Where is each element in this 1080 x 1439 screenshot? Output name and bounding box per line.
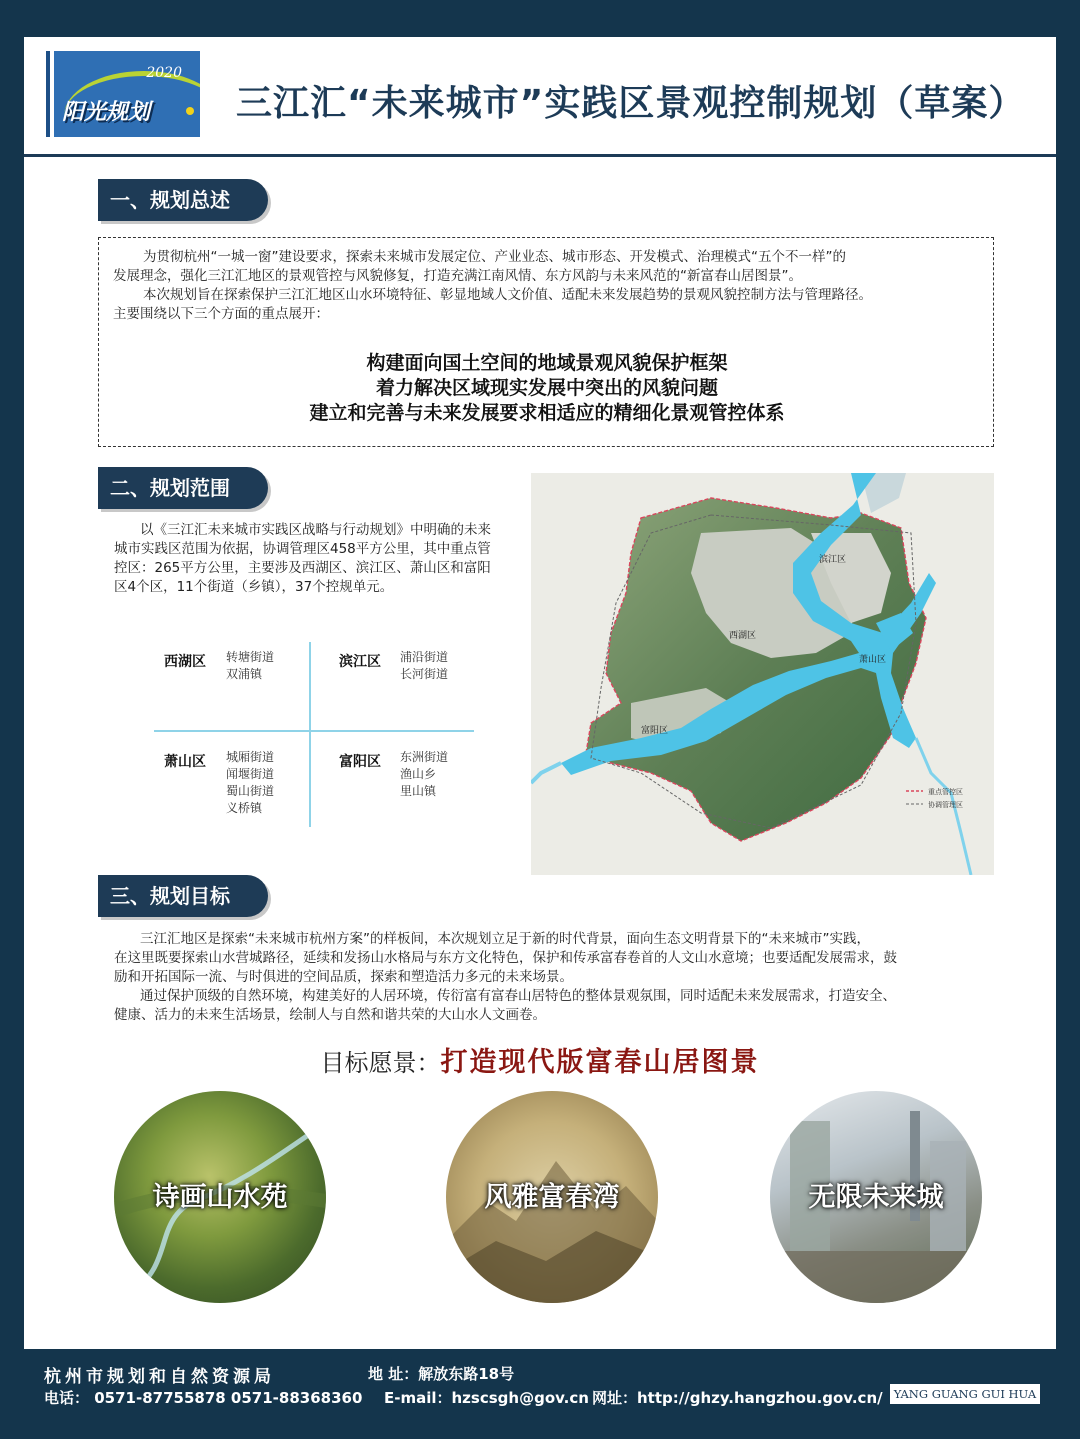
grid-divider-horizontal — [154, 730, 474, 732]
logo-name: 阳光规划 — [62, 100, 151, 125]
page-title: 三江汇“未来城市”实践区景观控制规划（草案） — [236, 83, 1026, 124]
header — [24, 37, 1056, 157]
district-name-xiaoshan: 萧山区 — [164, 754, 206, 770]
district-streets-fuyang — [400, 749, 448, 800]
scope-line-2: 城市实践区范围为依据，协调管理区458平方公里，其中重点管 — [114, 541, 491, 557]
street-item: 里山镇 — [400, 784, 437, 798]
grid-divider-vertical — [309, 642, 311, 827]
overview-para1-line2: 发展理念，强化三江汇地区的景观管控与风貌修复，打造充满江南风情、东方风韵与未来风范的“新富春山居图景”。 — [113, 268, 802, 284]
street-item: 双浦镇 — [226, 667, 263, 681]
footer-website[interactable]: 网址：http://ghzy.hangzhou.gov.cn/ — [592, 1389, 883, 1407]
district-name-xihu: 西湖区 — [164, 654, 206, 670]
logo-year: 2020 — [146, 65, 182, 81]
street-item: 义桥镇 — [226, 801, 263, 815]
map-label-fuyang: 富阳区 — [641, 726, 669, 736]
vision-caption-2: 风雅富春湾 — [484, 1182, 620, 1213]
vision-statement — [24, 1040, 1056, 1079]
overview-box — [98, 237, 994, 447]
district-streets-binjiang — [400, 649, 448, 683]
vision-image-landscape — [114, 1091, 326, 1303]
street-item: 渔山乡 — [400, 767, 437, 781]
map-label-binjiang: 滨江区 — [819, 555, 847, 565]
street-item: 闻堰街道 — [226, 767, 275, 781]
district-grid — [154, 637, 474, 827]
street-item: 浦沿街道 — [400, 650, 449, 664]
footer-phone: 电话： 0571-87755878 0571-88368360 — [44, 1389, 363, 1407]
vision-label: 目标愿景： — [320, 1049, 441, 1077]
goal-para2-line1: 通过保护顶级的自然环境，构建美好的人居环境，传衍富有富春山居特色的整体景观氛围，同时适配未来发展需求，打造安全、 — [140, 988, 896, 1004]
logo-dot — [186, 107, 194, 115]
poster — [24, 37, 1056, 1349]
focus-item-1: 构建面向国土空间的地域景观风貌保护框架 — [366, 352, 728, 374]
district-streets-xiaoshan — [226, 749, 274, 817]
legend-label-core: 重点管控区 — [928, 788, 963, 796]
goal-para1-line3: 励和开拓国际一流、与时俱进的空间品质，探索和塑造活力多元的未来场景。 — [114, 969, 573, 985]
vision-image-painting — [446, 1091, 658, 1303]
section2-heading: 二、规划范围 — [98, 467, 268, 509]
overview-para1-line1: 为贯彻杭州“一城一窗”建设要求，探索未来城市发展定位、产业业态、城市形态、开发模式、治理模式“五个不一样”的 — [143, 249, 846, 265]
footer-address: 地 址：解放东路18号 — [368, 1365, 515, 1383]
scope-line-3: 控区：265平方公里，主要涉及西湖区、滨江区、萧山区和富阳 — [114, 560, 491, 576]
district-name-fuyang: 富阳区 — [339, 754, 381, 770]
overview-para2-line2: 主要围绕以下三个方面的重点展开： — [113, 306, 329, 322]
planning-map — [531, 473, 994, 875]
map-label-xihu: 西湖区 — [729, 631, 757, 641]
map-label-xiaoshan: 萧山区 — [859, 655, 887, 665]
vision-image-city — [770, 1091, 982, 1303]
logo-bar — [46, 51, 50, 137]
scope-line-1: 以《三江汇未来城市实践区战略与行动规划》中明确的未来 — [140, 522, 491, 538]
district-name-binjiang: 滨江区 — [339, 654, 381, 670]
map-graphic — [531, 473, 994, 875]
logo — [46, 51, 200, 137]
vision-caption-1: 诗画山水苑 — [152, 1182, 288, 1213]
focus-item-2: 着力解决区域现实发展中突出的风貌问题 — [375, 377, 718, 399]
goal-para1-line1: 三江汇地区是探索“未来城市杭州方案”的样板间，本次规划立足于新的时代背景，面向生态文明背景下的“未来城市”实践， — [140, 931, 870, 947]
goal-para2-line2: 健康、活力的未来生活场景，绘制人与自然和谐共荣的大山水人文画卷。 — [114, 1007, 546, 1023]
overview-para2-line1: 本次规划旨在探索保护三江汇地区山水环境特征、彰显地域人文价值、适配未来发展趋势的景观风貌控制方法与管理路径。 — [143, 287, 872, 303]
legend-label-coordination: 协调管理区 — [928, 801, 963, 809]
footer-email: E-mail：hzscsgh@gov.cn — [384, 1389, 589, 1407]
vision-text: 打造现代版富春山居图景 — [440, 1047, 760, 1078]
street-item: 蜀山街道 — [226, 784, 275, 798]
street-item: 长河街道 — [400, 667, 449, 681]
footer-badge: YANG GUANG GUI HUA — [890, 1384, 1040, 1404]
street-item: 城厢街道 — [226, 750, 275, 764]
street-item: 东洲街道 — [400, 750, 449, 764]
section1-heading: 一、规划总述 — [98, 179, 268, 221]
footer — [0, 1356, 1080, 1439]
scope-line-4: 区4个区，11个街道（乡镇），37个控规单元。 — [114, 579, 394, 595]
goal-para1-line2: 在这里既要探索山水营城路径，延续和发扬山水格局与东方文化特色，保护和传承富春卷首的人文山水意境；也要适配发展需求，鼓 — [114, 950, 897, 966]
district-streets-xihu — [226, 649, 274, 683]
street-item: 转塘街道 — [226, 650, 275, 664]
focus-item-3: 建立和完善与未来发展要求相适应的精细化景观管控体系 — [309, 402, 785, 424]
footer-org: 杭州市规划和自然资源局 — [44, 1367, 275, 1387]
vision-caption-3: 无限未来城 — [808, 1182, 944, 1213]
logo-box — [54, 51, 200, 137]
section3-heading: 三、规划目标 — [98, 875, 268, 917]
